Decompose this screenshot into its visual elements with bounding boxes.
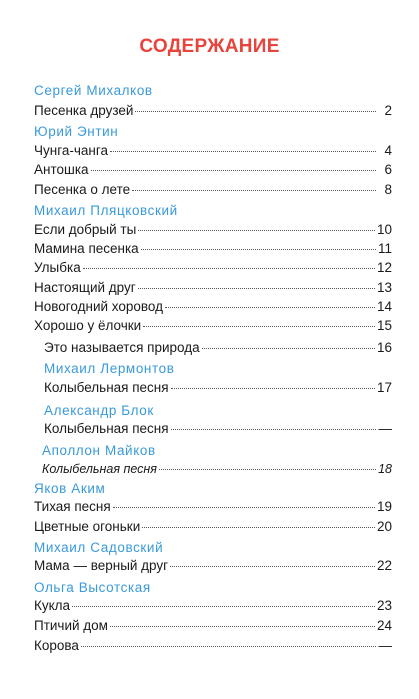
toc-entry[interactable] — [34, 162, 392, 178]
toc-entry[interactable] — [34, 280, 392, 296]
toc-entry[interactable] — [34, 103, 392, 119]
toc-entry[interactable] — [34, 618, 392, 634]
entry-page: 4 — [384, 143, 392, 158]
entry-page: 22 — [376, 558, 392, 573]
entry-page: 19 — [376, 499, 392, 514]
entry-title: Корова — [34, 638, 79, 653]
toc-entry[interactable] — [44, 340, 392, 356]
dot-leader — [91, 170, 376, 171]
entry-title: Колыбельная песня — [42, 462, 157, 476]
page-title: СОДЕРЖАНИЕ — [139, 36, 280, 57]
author-heading: Аполлон Майков — [42, 443, 156, 458]
author-heading: Михаил Садовский — [34, 540, 164, 555]
entry-page: 15 — [376, 318, 392, 333]
entry-title: Мама — верный друг — [34, 558, 169, 573]
toc-entry[interactable] — [34, 499, 392, 515]
dot-leader — [138, 288, 375, 289]
dot-leader — [132, 190, 376, 191]
author-heading: Михаил Лермонтов — [44, 361, 175, 376]
dot-leader — [170, 566, 375, 567]
entry-page: 12 — [376, 260, 392, 275]
toc-entry[interactable] — [34, 519, 392, 535]
entry-page: 6 — [384, 162, 392, 177]
entry-title: Песенка о лете — [34, 182, 131, 197]
dot-leader — [159, 469, 376, 470]
entry-page: 10 — [376, 222, 392, 237]
toc-entry[interactable] — [34, 143, 392, 159]
entry-page: 14 — [376, 299, 392, 314]
entry-page: 18 — [378, 462, 392, 476]
toc-entry[interactable] — [34, 222, 392, 238]
dot-leader — [81, 646, 376, 647]
entry-page: — — [378, 421, 392, 436]
entry-title: Настоящий друг — [34, 280, 136, 295]
entry-page: 11 — [377, 241, 392, 256]
entry-page: 17 — [376, 380, 392, 395]
entry-title: Песенка друзей — [34, 103, 134, 118]
entry-title: Новогодний хоровод — [34, 299, 164, 314]
entry-title: Это называется природа — [44, 340, 200, 355]
toc-entry[interactable] — [34, 241, 392, 257]
entry-page: 2 — [384, 103, 392, 118]
toc-entry[interactable] — [34, 182, 392, 198]
toc-entry[interactable] — [44, 380, 392, 396]
entry-title: Улыбка — [34, 260, 81, 275]
author-heading: Ольга Высотская — [34, 580, 151, 595]
entry-page: 23 — [376, 598, 392, 613]
dot-leader — [72, 606, 375, 607]
author-heading: Сергей Михалков — [34, 83, 153, 98]
dot-leader — [113, 507, 375, 508]
author-heading: Юрий Энтин — [34, 124, 119, 139]
dot-leader — [135, 111, 376, 112]
toc-entry[interactable] — [34, 299, 392, 315]
entry-page: 20 — [376, 519, 392, 534]
entry-title: Мамина песенка — [34, 241, 139, 256]
entry-title: Кукла — [34, 598, 71, 613]
author-heading: Яков Аким — [34, 481, 106, 496]
toc-entry[interactable] — [44, 421, 392, 437]
toc-entry[interactable] — [34, 638, 392, 654]
toc-entry[interactable] — [34, 318, 392, 334]
dot-leader — [165, 307, 375, 308]
entry-title: Чунга-чанга — [34, 143, 108, 158]
dot-leader — [110, 626, 375, 627]
dot-leader — [171, 429, 376, 430]
author-heading: Александр Блок — [44, 403, 154, 418]
author-heading: Михаил Пляцковский — [34, 203, 178, 218]
entry-page: 16 — [376, 340, 392, 355]
entry-page: 8 — [384, 182, 392, 197]
entry-page: — — [378, 638, 392, 653]
dot-leader — [202, 348, 375, 349]
entry-title: Колыбельная песня — [44, 421, 169, 436]
dot-leader — [171, 388, 375, 389]
dot-leader — [138, 230, 375, 231]
dot-leader — [143, 326, 375, 327]
entry-title: Птичий дом — [34, 618, 108, 633]
entry-title: Хорошо у ёлочки — [34, 318, 142, 333]
dot-leader — [83, 268, 375, 269]
dot-leader — [110, 151, 376, 152]
entry-title: Антошка — [34, 162, 89, 177]
toc-entry[interactable] — [42, 461, 392, 477]
dot-leader — [141, 249, 376, 250]
entry-title: Колыбельная песня — [44, 380, 169, 395]
entry-title: Тихая песня — [34, 499, 111, 514]
entry-page: 24 — [376, 618, 392, 633]
toc-entry[interactable] — [34, 260, 392, 276]
entry-title: Если добрый ты — [34, 222, 137, 237]
entry-page: 13 — [376, 280, 392, 295]
dot-leader — [142, 527, 375, 528]
toc-entry[interactable] — [34, 598, 392, 614]
entry-title: Цветные огоньки — [34, 519, 141, 534]
toc-entry[interactable] — [34, 558, 392, 574]
